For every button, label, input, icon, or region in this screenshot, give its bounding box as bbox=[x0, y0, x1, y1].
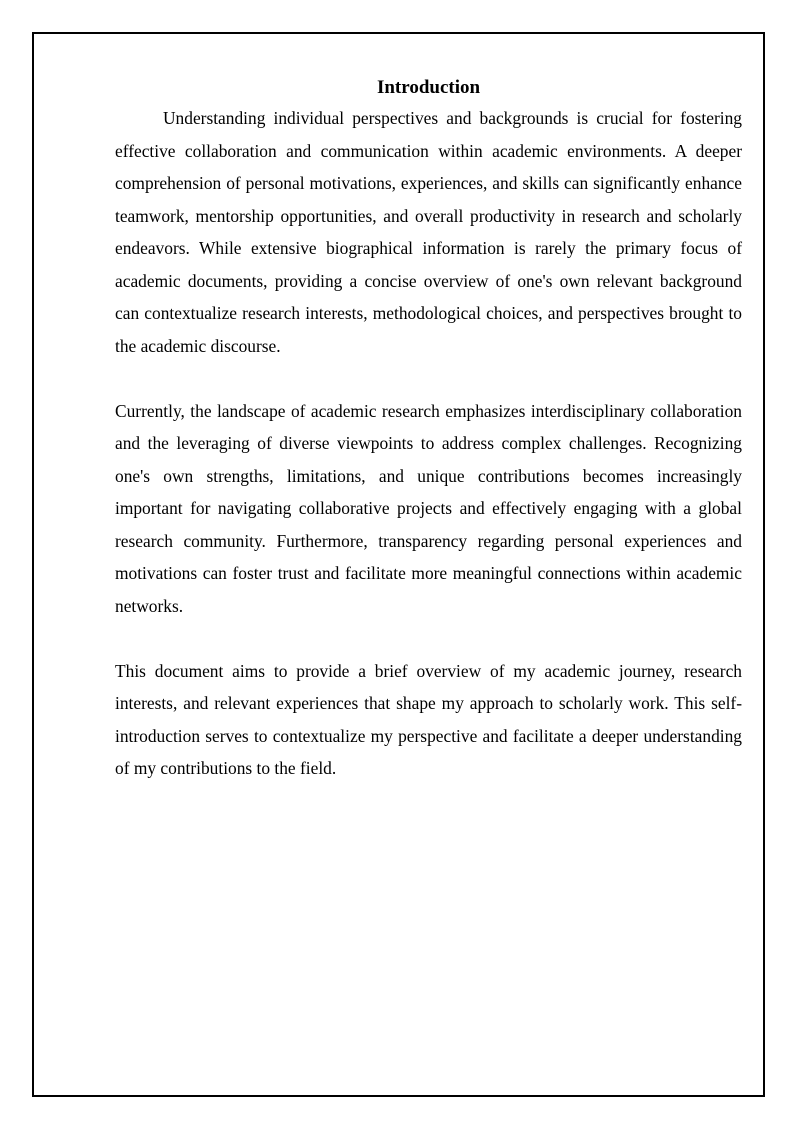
paragraph-1: Understanding individual perspectives and backgrounds is crucial for fostering effective collaboration and communication within academic environments. A deeper comprehension of personal motivations, experiences, and skills can significantly enhance teamwork, mentorship opportunities, and overall productivity in research and scholarly endeavors. While extensive biographical information is rarely the primary focus of academic documents, providing a concise overview of one's own relevant background can contextualize research interests, methodological choices, and perspectives brought to the academic discourse. bbox=[115, 108, 742, 356]
document-body bbox=[115, 74, 742, 785]
paragraph-3: This document aims to provide a brief overview of my academic journey, research interests, and relevant experiences that shape my approach to scholarly work. This self-introduction serves to contextualize my perspective and facilitate a deeper understanding of my contributions to the field. bbox=[115, 660, 742, 778]
document-title: Introduction bbox=[376, 77, 481, 98]
paragraph-spacer bbox=[115, 362, 742, 395]
paragraph-2: Currently, the landscape of academic research emphasizes interdisciplinary collaboration and the leveraging of diverse viewpoints to address complex challenges. Recognizing one's own strengths, limitations, and unique contributions becomes increasingly important for navigating collaborative projects and effectively engaging with a global research community. Furthermore, transparency regarding personal experiences and motivations can foster trust and facilitate more meaningful connections within academic networks. bbox=[115, 400, 742, 616]
paragraph-spacer bbox=[115, 622, 742, 655]
